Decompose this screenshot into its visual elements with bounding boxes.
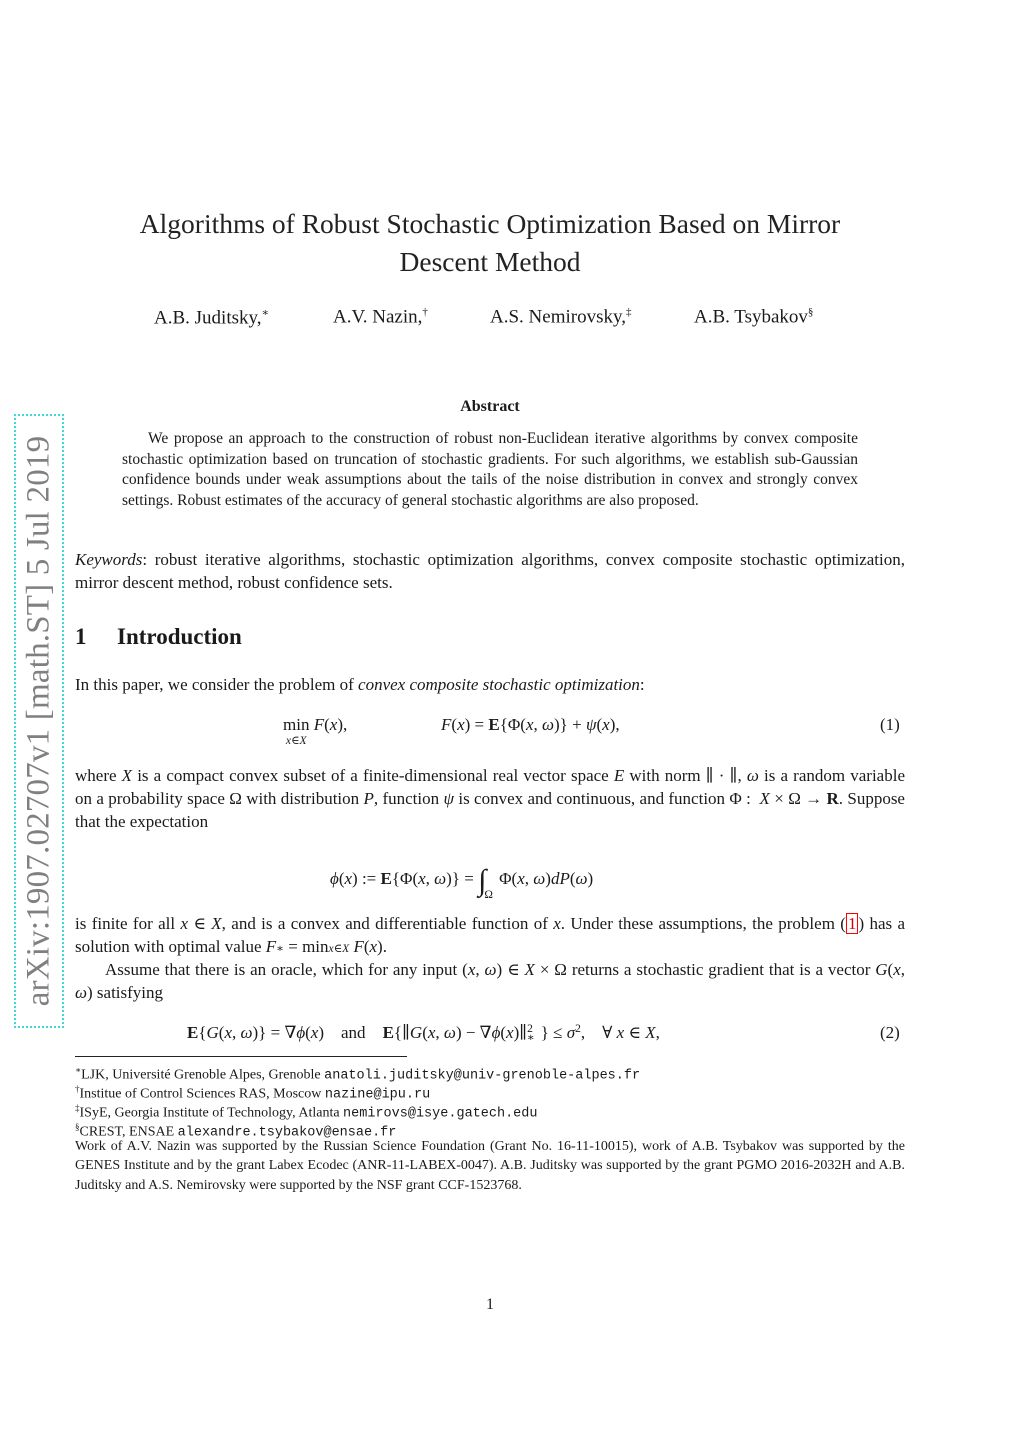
funding-note: Work of A.V. Nazin was supported by the Russian Science Foundation (Grant No. 16-11-10015), work of A.B. Tsybakov was supported by the GENES Institute and by the grant Labex Ecodec (ANR-11-LABEX-0047). A.B. Juditsky was supported by the grant PGMO 2016-2032H and A.B. Juditsky and A.S. Nemirovsky were supported by the NSF grant CCF-1523768. <box>75 1139 905 1193</box>
finiteness-paragraph: is finite for all x ∈ X, and is a convex and differentiable function of x. Under these assumptions, the problem ( 1 ) has a solution with optimal value F∗ = minx∈X F(x). <box>75 914 906 957</box>
equation-1-left: min $^{x\in X}$ F(x), <box>283 715 348 747</box>
section-title: Introduction <box>117 624 242 649</box>
footnote-mark: ‡ <box>626 306 632 318</box>
footnote-divider <box>75 1056 407 1057</box>
intro-paragraph: In this paper, we consider the problem of convex composite stochastic optimization: <box>75 675 645 694</box>
footnote-mark: ∗ <box>261 307 269 319</box>
equation-1-right: F(x) = E{Φ(x, ω)} + ψ(x), <box>441 715 620 734</box>
footnote-2: †Institue of Control Sciences RAS, Moscow nazine@ipu.ru <box>75 1084 431 1103</box>
author-nazin: A.V. Nazin,† <box>333 306 428 328</box>
email-juditsky: anatoli.juditsky@univ-grenoble-alpes.fr <box>324 1068 641 1084</box>
email-nemirovsky: nemirovs@isye.gatech.edu <box>343 1106 538 1122</box>
intro-emphasis: convex composite stochastic optimization <box>358 675 640 694</box>
abstract-text: We propose an approach to the construction of robust non-Euclidean iterative algorithms by convex composite stochastic optimization based on truncation of stochastic gradients. For such algorithms, we establish sub-Gaussian confidence bounds under weak assumptions about the tails of the noise distribution in convex and strongly convex settings. Robust estimates of the accuracy of general stochastic algorithms are also proposed. <box>122 430 858 509</box>
section-heading <box>75 624 242 650</box>
equation-reference-link[interactable]: 1 <box>847 914 857 933</box>
email-nazin: nazine@ipu.ru <box>324 1087 431 1103</box>
equation-2: E{G(x, ω)} = ∇ϕ(x) and E{∥G(x, ω) − ∇ϕ(x)∥$^2$∗ } ≤ $\sigma^2$, ∀ x ∈ X, <box>187 1023 660 1044</box>
keywords-text: : robust iterative algorithms, stochastic optimization algorithms, convex composite stochastic optimization, mirror descent method, robust confidence sets. <box>75 550 905 592</box>
oracle-paragraph: Assume that there is an oracle, which for any input (x, ω) ∈ X × Ω returns a stochastic gradient that is a vector G(x, ω) satisfying <box>75 960 906 1003</box>
keywords <box>75 548 905 594</box>
footnote-1: ∗LJK, Université Grenoble Alpes, Grenoble anatoli.juditsky@univ-grenoble-alpes.fr <box>75 1065 641 1084</box>
page-number: 1 <box>486 1296 494 1313</box>
arxiv-identifier: arXiv:1907.02707v1 [math.ST] 5 Jul 2019 <box>20 435 57 1007</box>
assumptions-paragraph: where X is a compact convex subset of a finite-dimensional real vector space E with norm ∥ · ∥, ω is a random variable on a probability space Ω with distribution P, function ψ is convex and continuous, and function Φ : X × Ω → R. Suppose that the expectation <box>75 766 905 832</box>
equation-1-number: (1) <box>880 715 900 734</box>
author-nemirovsky: A.S. Nemirovsky,‡ <box>490 306 632 328</box>
keywords-label: Keywords <box>75 550 143 569</box>
paper-title-line-1: Algorithms of Robust Stochastic Optimization Based on Mirror <box>139 208 841 239</box>
footnote-mark: † <box>422 306 428 318</box>
footnote-mark: § <box>807 306 814 318</box>
abstract-heading: Abstract <box>460 398 520 415</box>
footnote-3: ‡ISyE, Georgia Institute of Technology, Atlanta nemirovs@isye.gatech.edu <box>75 1103 538 1122</box>
expectation-equation: ϕ(x) := E{Φ(x, $\omega)\} = \int_\Omega$ Φ(x, ω)dP(ω) <box>330 864 594 901</box>
section-number: 1 <box>75 624 87 649</box>
paper-title <box>80 205 900 281</box>
author-tsybakov: A.B. Tsybakov§ <box>694 306 814 328</box>
equation-2-number: (2) <box>880 1023 900 1042</box>
paper-title-line-2: Descent Method <box>399 246 581 277</box>
arxiv-stamp <box>14 414 64 1028</box>
email-tsybakov: alexandre.tsybakov@ensae.fr <box>177 1125 397 1141</box>
footnote-4: §CREST, ENSAE alexandre.tsybakov@ensae.fr <box>75 1122 397 1141</box>
author-juditsky: A.B. Juditsky,∗ <box>154 307 269 329</box>
